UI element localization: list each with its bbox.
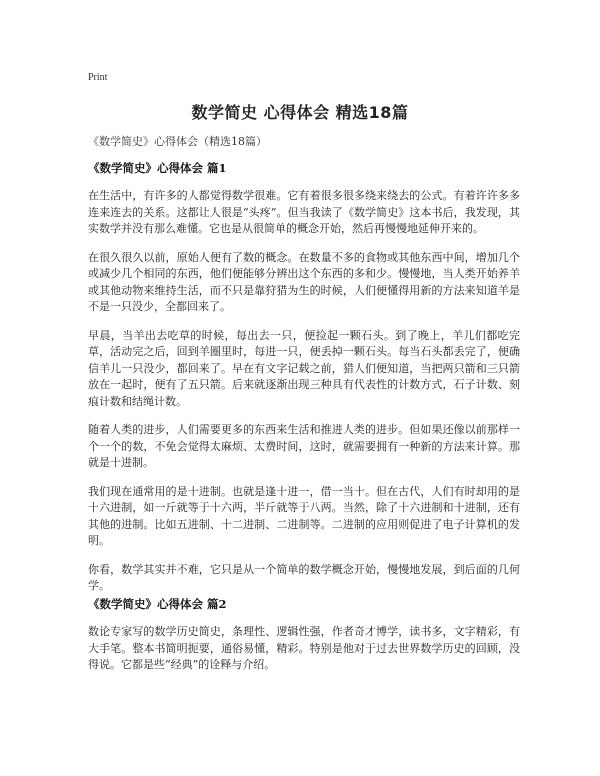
paragraph: 我们现在通常用的是十进制。也就是逢十进一，借一当十。但在古代，人们有时却用的是十六进制，如一斤就等于十六两，半斤就等于八两。当然，除了十六进制和十进制，还有其他的进制。比如五进制、十二进制、二进制等。二进制的应用则促进了电子计算机的发明。 bbox=[88, 484, 520, 547]
paragraph: 在很久很久以前，原始人便有了数的概念。在数量不多的食物或其他东西中间，增加几个或减少几个相同的东西，他们便能够分辨出这个东西的多和少。慢慢地，当人类开始养羊或其他动物来维持生活，而不只是靠狩猎为生的时候，人们便懂得用新的方法来知道羊是不是一只没少，全都回来了。 bbox=[88, 250, 520, 313]
page-subtitle: 《数学简史》心得体会（精选18篇） bbox=[88, 135, 267, 148]
paragraph: 早晨，当羊出去吃草的时候，每出去一只，便捡起一颗石头。到了晚上，羊儿们都吃完草，活动完之后，回到羊圈里时，每进一只，便丢掉一颗石头。每当石头都丢完了，便确信羊儿一只没少，都回来了。早在有文字记载之前，猎人们便知道，当把两只箭和三只箭放在一起时，便有了五只箭。后来就逐渐出现三种具有代表性的计数方式，石子计数、刻痕计数和结绳计数。 bbox=[88, 328, 520, 408]
paragraph: 数论专家写的数学历史简史，条理性、逻辑性强，作者奇才博学，读书多，文字精彩，有大手笔。整本书简明扼要，通俗易懂，精彩。特别是他对于过去世界数学历史的回顾，没得说。它都是些“经典”的诠释与介绍。 bbox=[88, 625, 520, 671]
section-2 bbox=[88, 596, 520, 686]
paragraph: 你看，数学其实并不难，它只是从一个简单的数学概念开始，慢慢地发展，到后面的几何学。 bbox=[88, 562, 520, 592]
print-label: Print bbox=[88, 72, 108, 83]
section-1 bbox=[88, 160, 520, 607]
section-heading: 《数学简史》心得体会 篇2 bbox=[88, 597, 227, 611]
paragraph: 随着人类的进步，人们需要更多的东西来生活和推进人类的进步。但如果还像以前那样一个一个的数，不免会觉得太麻烦、太费时间，这时，就需要拥有一种新的方法来计算。那就是十进制。 bbox=[88, 423, 520, 469]
section-heading: 《数学简史》心得体会 篇1 bbox=[88, 161, 227, 175]
paragraph: 在生活中，有许多的人都觉得数学很难。它有着很多很多绕来绕去的公式。有着许许多多连来连去的关系。这都让人很是“头疼”。但当我读了《数学简史》这本书后，我发现，其实数学并没有那么难懂。它也是从很简单的概念开始，然后再慢慢地延伸开来的。 bbox=[88, 189, 520, 235]
page-title: 数学简史 心得体会 精选18篇 bbox=[191, 103, 409, 122]
